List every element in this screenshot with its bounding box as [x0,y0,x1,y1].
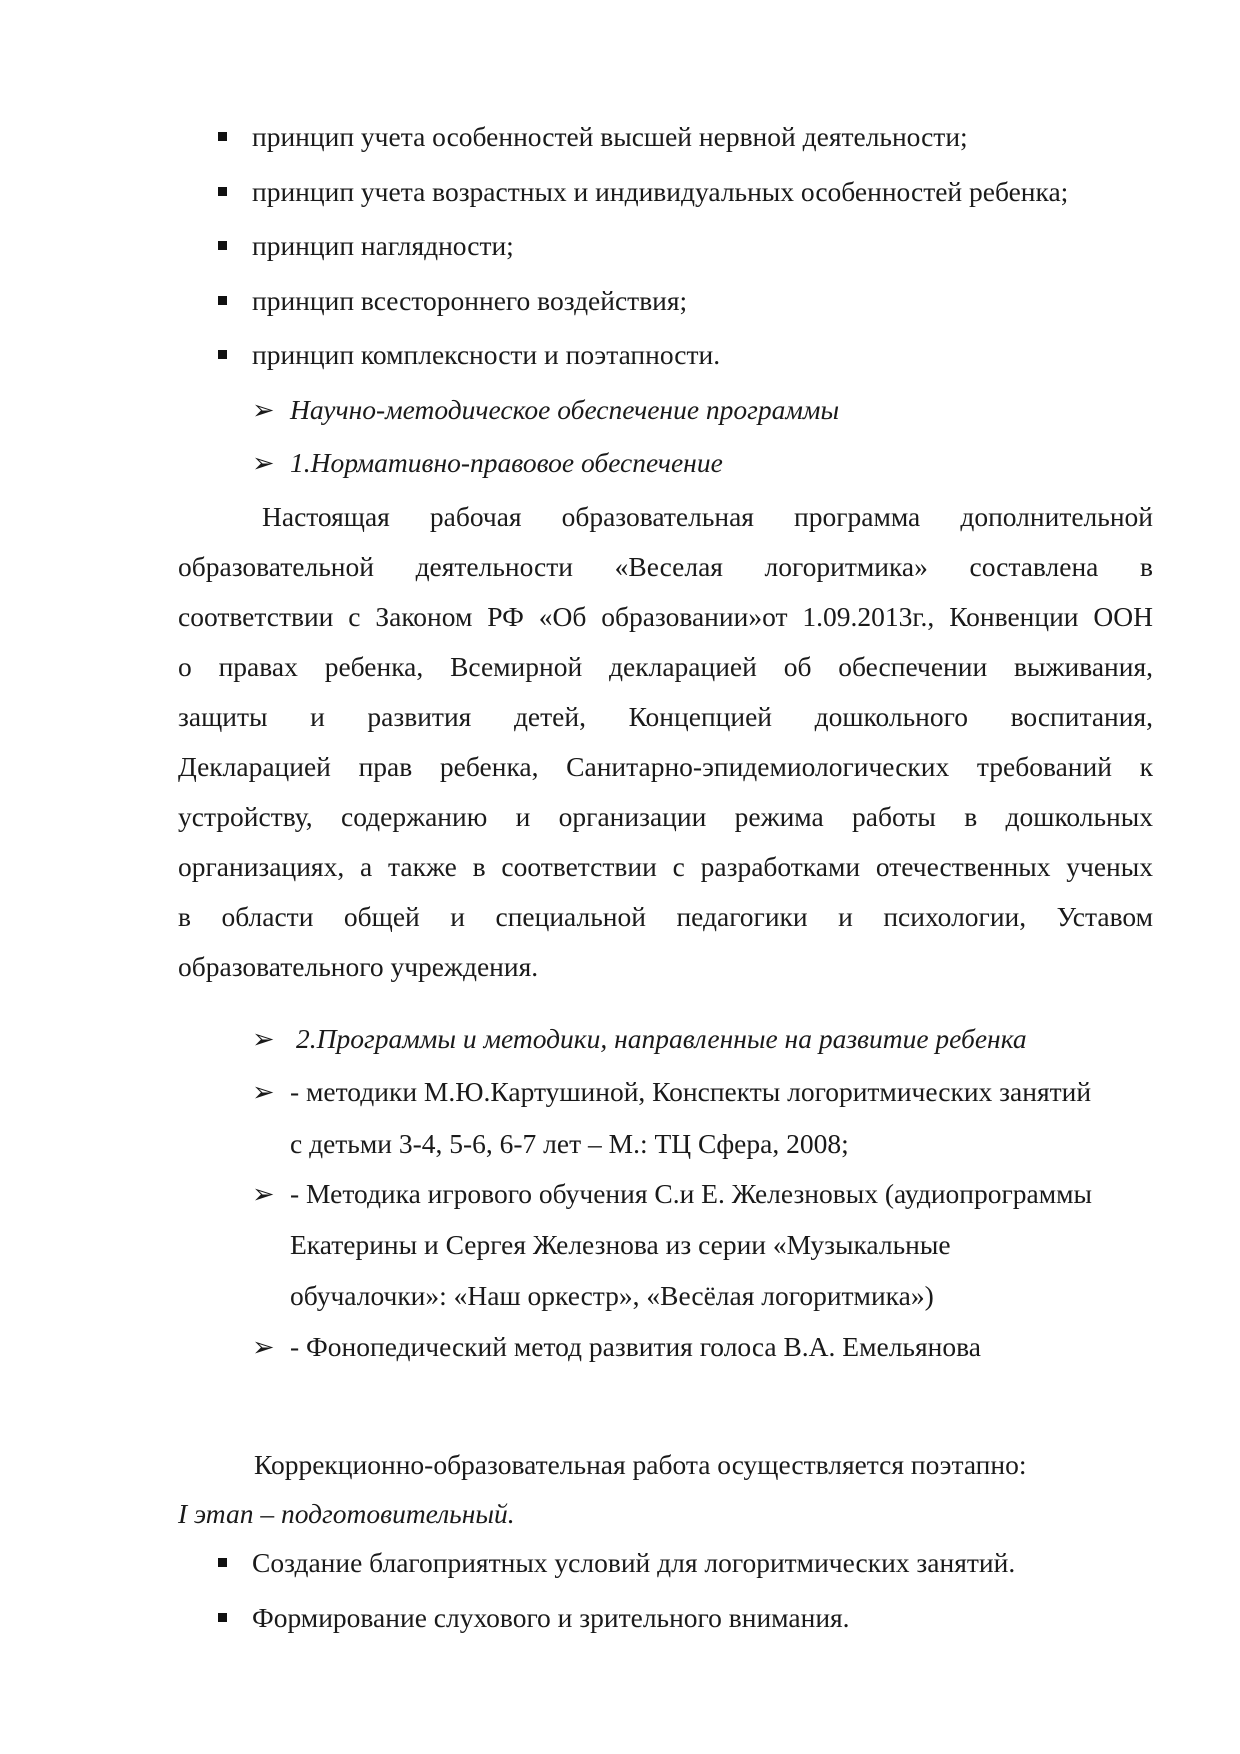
program-item-line: - Методика игрового обучения С.и Е. Железновых (аудиопрограммы [290,1178,1093,1209]
principle-item: принцип учета особенностей высшей нервной деятельности; [252,121,968,152]
stages-intro: Коррекционно-образовательная работа осуществляется поэтапно: [254,1449,1027,1480]
program-item-line: обучалочки»: «Наш оркестр», «Весёлая логоритмика») [290,1280,934,1311]
principle-item: принцип всестороннего воздействия; [252,285,688,316]
arrow-bullet-icon: ➢ [252,395,275,425]
bullet-icon [218,241,227,250]
paragraph-line: Настоящая рабочая образовательная программа дополнительной [262,501,1153,532]
bullet-icon [218,350,227,359]
bullet-icon [218,187,227,196]
principle-item: принцип наглядности; [252,230,514,261]
paragraph-line: образовательной деятельности «Веселая логоритмика» составлена в [178,551,1153,582]
arrow-bullet-icon: ➢ [252,448,275,478]
paragraph-line: устройству, содержанию и организации режима работы в дошкольных [178,801,1153,832]
paragraph-line: о правах ребенка, Всемирной декларацией об обеспечении выживания, [178,651,1153,682]
stage-item: Создание благоприятных условий для логоритмических занятий. [252,1547,1016,1578]
stage-1-title: I этап – подготовительный. [178,1498,515,1529]
program-item-line: - методики М.Ю.Картушиной, Конспекты логоритмических занятий [290,1076,1092,1107]
paragraph-line: организациях, а также в соответствии с разработками отечественных ученых [178,851,1153,882]
stage-item: Формирование слухового и зрительного внимания. [252,1602,850,1633]
bullet-icon [218,132,227,141]
arrow-bullet-icon: ➢ [252,1332,275,1362]
paragraph-line: соответствии с Законом РФ «Об образовании»от 1.09.2013г., Конвенции ООН [178,601,1153,632]
arrow-bullet-icon: ➢ [252,1179,275,1209]
paragraph-line: в области общей и специальной педагогики и психологии, Уставом [178,901,1153,932]
section-heading-methodical: Научно-методическое обеспечение программы [290,394,840,425]
program-item-line: - Фонопедический метод развития голоса В.А. Емельянова [290,1331,981,1362]
section-heading-normative: 1.Нормативно-правовое обеспечение [290,447,723,478]
principle-item: принцип учета возрастных и индивидуальных особенностей ребенка; [252,176,1069,207]
principle-item: принцип комплексности и поэтапности. [252,339,721,370]
program-item-line: Екатерины и Сергея Железнова из серии «Музыкальные [290,1229,951,1260]
arrow-bullet-icon: ➢ [252,1024,275,1054]
programs-heading: 2.Программы и методики, направленные на развитие ребенка [296,1023,1027,1054]
paragraph-line: защиты и развития детей, Концепцией дошкольного воспитания, [178,701,1153,732]
bullet-icon [218,1558,227,1567]
bullet-icon [218,1613,227,1622]
paragraph-line: Декларацией прав ребенка, Санитарно-эпидемиологических требований к [178,751,1153,782]
bullet-icon [218,296,227,305]
program-item-line: с детьми 3-4, 5-6, 6-7 лет – М.: ТЦ Сфера, 2008; [290,1128,849,1159]
paragraph-line: образовательного учреждения. [178,951,539,982]
arrow-bullet-icon: ➢ [252,1077,275,1107]
